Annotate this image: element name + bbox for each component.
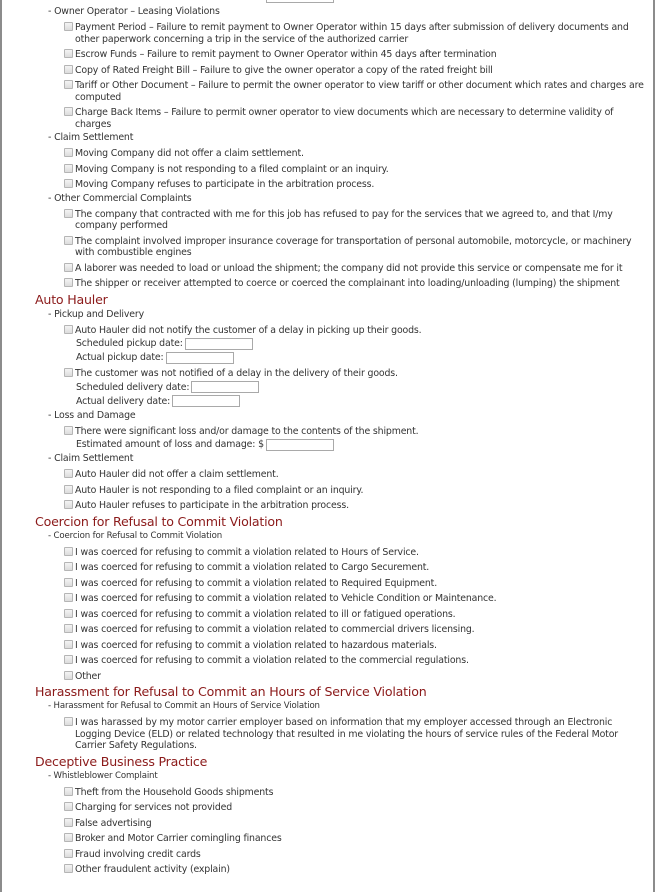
subcategory-heading	[48, 192, 645, 205]
subcategory-heading	[48, 131, 645, 144]
dash-prefix: -	[48, 6, 55, 17]
checkbox[interactable]	[64, 717, 73, 726]
section-title: Harassment for Refusal to Commit an Hours of Service Violation	[35, 684, 427, 699]
checkbox-item[interactable]	[35, 164, 645, 176]
checkbox[interactable]	[64, 562, 73, 571]
text-input[interactable]	[191, 381, 259, 393]
subcategory-group	[35, 409, 645, 452]
date-field-row	[35, 381, 645, 394]
checkbox-item[interactable]	[35, 609, 645, 621]
subcategory-group	[35, 5, 645, 130]
checkbox-label: Moving Company did not offer a claim settlement.	[75, 148, 304, 159]
dash-prefix: -	[48, 132, 55, 143]
checkbox-item[interactable]	[35, 485, 645, 497]
field-label: Scheduled pickup date:	[76, 338, 183, 349]
form-section	[35, 684, 645, 752]
section-title: Coercion for Refusal to Commit Violation	[35, 513, 283, 529]
checkbox-item[interactable]	[35, 593, 645, 605]
checkbox[interactable]	[64, 640, 73, 649]
checkbox-label: Moving Company refuses to participate in the arbitration process.	[75, 179, 375, 190]
checkbox-label: Auto Hauler is not responding to a filed complaint or an inquiry.	[75, 484, 364, 496]
checkbox-label: I was coerced for refusing to commit a violation related to Cargo Securement.	[75, 562, 430, 573]
section-title: Deceptive Business Practice	[35, 753, 208, 769]
checkbox-item[interactable]	[35, 802, 645, 814]
subcategory-label: Harassment for Refusal to Commit an Hours of Service Violation	[53, 701, 320, 711]
checkbox-item[interactable]	[35, 65, 645, 77]
checkbox[interactable]	[64, 164, 73, 173]
dash-prefix: -	[48, 453, 55, 464]
subcategory-heading	[48, 530, 645, 543]
checkbox-item[interactable]	[35, 717, 645, 752]
checkbox-label: Moving Company is not responding to a filed complaint or an inquiry.	[75, 163, 389, 175]
checkbox-item[interactable]	[35, 562, 645, 574]
checkbox[interactable]	[64, 671, 73, 680]
dash-prefix: -	[48, 701, 54, 711]
checkbox-item[interactable]	[35, 849, 645, 861]
checkbox[interactable]	[64, 624, 73, 633]
dash-prefix: -	[48, 308, 55, 320]
checkbox-item[interactable]	[35, 818, 645, 830]
checkbox-label: Auto Hauler refuses to participate in the arbitration process.	[75, 500, 349, 511]
checkbox-item[interactable]	[35, 655, 645, 667]
checkbox-item[interactable]	[35, 500, 645, 512]
checkbox-item[interactable]	[35, 469, 645, 481]
checkbox-label: Other fraudulent activity (explain)	[75, 864, 230, 875]
checkbox[interactable]	[64, 593, 73, 602]
subcategory-heading	[48, 770, 645, 783]
checkbox[interactable]	[64, 236, 73, 245]
section-title: Auto Hauler	[35, 291, 108, 307]
checkbox[interactable]	[64, 148, 73, 157]
checkbox-label: I was coerced for refusing to commit a violation related to hazardous materials.	[75, 639, 437, 651]
checkbox-item[interactable]	[35, 833, 645, 845]
checkbox-label: I was coerced for refusing to commit a violation related to Hours of Service.	[75, 546, 419, 558]
subcategory-label: Loss and Damage	[54, 409, 136, 421]
checkbox-item[interactable]	[35, 278, 645, 290]
checkbox-label: The company that contracted with me for this job has refused to pay for the services that we agreed to, and that I/my company performed	[75, 208, 613, 231]
checkbox-item[interactable]	[35, 368, 645, 380]
checkbox-label: Broker and Motor Carrier comingling finances	[75, 833, 282, 844]
checkbox[interactable]	[64, 833, 73, 842]
checkbox-item[interactable]	[35, 236, 645, 259]
checkbox[interactable]	[64, 278, 73, 287]
date-field-row	[35, 395, 645, 408]
form-section	[35, 514, 645, 683]
subcategory-group	[35, 452, 645, 512]
checkbox[interactable]	[64, 22, 73, 31]
checkbox[interactable]	[64, 547, 73, 556]
form-section	[35, 292, 645, 512]
subcategory-heading	[48, 452, 645, 465]
checkbox[interactable]	[64, 849, 73, 858]
checkbox-item[interactable]	[35, 578, 645, 590]
form-section	[35, 5, 645, 290]
checkbox[interactable]	[64, 655, 73, 664]
dash-prefix: -	[48, 192, 55, 204]
checkbox-label: The complaint involved improper insurance coverage for transportation of personal automobile, motorcycle, or machinery with combustible engines	[75, 235, 632, 258]
subcategory-label: Other Commercial Complaints	[54, 192, 192, 204]
checkbox-item[interactable]	[35, 263, 645, 275]
checkbox-label: I was coerced for refusing to commit a violation related to commercial drivers licensing.	[75, 624, 475, 635]
subcategory-label: Claim Settlement	[54, 132, 134, 143]
checkbox-label: A laborer was needed to load or unload the shipment; the company did not provide this service or compensate me for it	[75, 262, 623, 274]
checkbox-label: Copy of Rated Freight Bill – Failure to give the owner operator a copy of the rated freight bill	[75, 64, 493, 76]
checkbox-label: I was coerced for refusing to commit a violation related to Required Equipment.	[75, 577, 438, 589]
checkbox-label: Tariff or Other Document – Failure to permit the owner operator to view tariff or other document which rates and charges are computed	[75, 80, 644, 103]
checkbox-item[interactable]	[35, 22, 645, 45]
subcategory-label: Coercion for Refusal to Commit Violation	[53, 530, 223, 541]
checkbox[interactable]	[64, 609, 73, 618]
checkbox-item[interactable]	[35, 80, 645, 103]
checkbox[interactable]	[64, 107, 73, 116]
subcategory-label: Owner Operator – Leasing Violations	[54, 6, 220, 17]
checkbox-label: The shipper or receiver attempted to coerce or coerced the complainant into loading/unloading (lumping) the shipment	[75, 278, 620, 289]
field-label: Estimated amount of loss and damage: $	[76, 439, 264, 450]
subcategory-label: Claim Settlement	[54, 453, 134, 464]
checkbox-label: Fraud involving credit cards	[75, 848, 201, 860]
subcategory-group	[35, 131, 645, 191]
checkbox-label: Payment Period – Failure to remit payment to Owner Operator within 15 days after submission of delivery documents and other paperwork concerning a trip in the service of the authorized carrier	[75, 22, 629, 45]
dash-prefix: -	[48, 770, 54, 781]
subcategory-heading	[48, 409, 645, 422]
checkbox[interactable]	[64, 787, 73, 796]
text-input[interactable]	[266, 439, 334, 451]
checkbox-label: The customer was not notified of a delay in the delivery of their goods.	[75, 368, 398, 379]
checkbox[interactable]	[64, 469, 73, 478]
checkbox-item[interactable]	[35, 864, 645, 876]
checkbox[interactable]	[64, 263, 73, 272]
subcategory-group	[35, 700, 645, 752]
checkbox-item[interactable]	[35, 426, 645, 438]
subcategory-heading	[48, 5, 645, 18]
checkbox[interactable]	[64, 802, 73, 811]
checkbox[interactable]	[64, 485, 73, 494]
text-input[interactable]	[166, 352, 234, 364]
checkbox[interactable]	[64, 49, 73, 58]
dash-prefix: -	[48, 409, 55, 421]
checkbox-label: False advertising	[75, 817, 152, 829]
checkbox[interactable]	[64, 325, 73, 334]
checkbox[interactable]	[64, 179, 73, 188]
checkbox-label: I was coerced for refusing to commit a violation related to Vehicle Condition or Maintenance.	[75, 593, 497, 604]
checkbox-item[interactable]	[35, 49, 645, 61]
subcategory-group	[35, 192, 645, 290]
checkbox-item[interactable]	[35, 148, 645, 160]
checkbox-label: Other	[75, 670, 101, 682]
checkbox[interactable]	[64, 578, 73, 587]
subcategory-heading	[48, 700, 645, 713]
field-label: Actual pickup date:	[76, 352, 164, 363]
checkbox-item[interactable]	[35, 179, 645, 191]
clipped-text-input[interactable]	[266, 0, 334, 3]
checkbox-label: I was coerced for refusing to commit a violation related to ill or fatigued operations.	[75, 608, 456, 620]
checkbox-label: Auto Hauler did not offer a claim settlement.	[75, 469, 279, 480]
checkbox[interactable]	[64, 65, 73, 74]
checkbox-label: I was harassed by my motor carrier employer based on information that my employer accessed through an Electronic Logging Device (ELD) or related technology that resulted in me violating the hours of service rules of the Federal Motor Carrier Safety Regulations.	[75, 717, 618, 751]
subcategory-label: Whistleblower Complaint	[53, 770, 158, 781]
checkbox-label: Charge Back Items – Failure to permit owner operator to view documents which are necessary to determine validity of charges	[75, 107, 614, 130]
checkbox[interactable]	[64, 864, 73, 873]
checkbox[interactable]	[64, 368, 73, 377]
checkbox[interactable]	[64, 500, 73, 509]
checkbox-item[interactable]	[35, 107, 645, 130]
checkbox[interactable]	[64, 426, 73, 435]
checkbox-label: Auto Hauler did not notify the customer of a delay in picking up their goods.	[75, 324, 422, 336]
checkbox-item[interactable]	[35, 325, 645, 337]
subcategory-label: Pickup and Delivery	[54, 308, 144, 320]
subcategory-heading	[48, 308, 645, 321]
checkbox-item[interactable]	[35, 787, 645, 799]
complaint-categories-form	[35, 0, 645, 877]
text-input[interactable]	[185, 338, 253, 350]
form-section	[35, 754, 645, 876]
checkbox-item[interactable]	[35, 671, 645, 683]
checkbox-label: I was coerced for refusing to commit a violation related to the commercial regulations.	[75, 655, 469, 666]
checkbox-label: Escrow Funds – Failure to remit payment to Owner Operator within 45 days after termination	[75, 49, 497, 60]
date-field-row	[35, 438, 645, 451]
date-field-row	[35, 351, 645, 364]
checkbox[interactable]	[64, 818, 73, 827]
checkbox-label: Theft from the Household Goods shipments	[75, 786, 274, 798]
subcategory-group	[35, 770, 645, 876]
checkbox-item[interactable]	[35, 209, 645, 232]
checkbox-item[interactable]	[35, 640, 645, 652]
checkbox-item[interactable]	[35, 624, 645, 636]
field-label: Scheduled delivery date:	[76, 381, 190, 393]
checkbox-label: Charging for services not provided	[75, 802, 233, 813]
checkbox-item[interactable]	[35, 547, 645, 559]
checkbox[interactable]	[64, 80, 73, 89]
date-field-row	[35, 337, 645, 350]
text-input[interactable]	[172, 395, 240, 407]
checkbox[interactable]	[64, 209, 73, 218]
subcategory-group	[35, 530, 645, 683]
subcategory-group	[35, 308, 645, 408]
dash-prefix: -	[48, 530, 54, 541]
checkbox-label: There were significant loss and/or damage to the contents of the shipment.	[75, 425, 419, 437]
clipped-field-row	[35, 0, 645, 3]
field-label: Actual delivery date:	[76, 395, 171, 407]
